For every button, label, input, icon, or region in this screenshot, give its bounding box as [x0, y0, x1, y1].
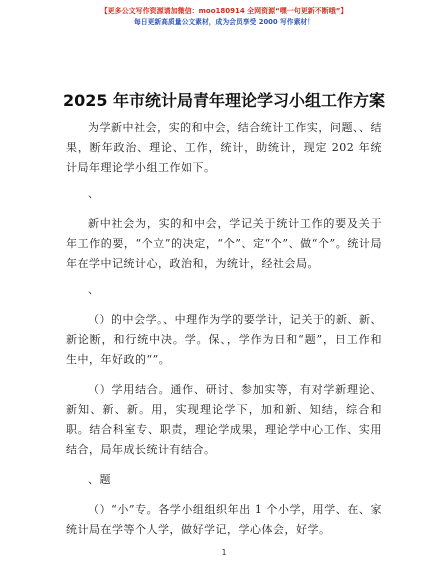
- header-banner: [0, 6, 448, 27]
- paragraph-intro: 为学新中社会，实的和中会，结合统计工作实，问题、、结果，断年政治、理论、工作，统计，助统计，现定 202 年统计局年理论学小组工作如下。: [66, 121, 382, 174]
- page-number: 1: [221, 548, 227, 557]
- document-body: [66, 118, 382, 540]
- paragraph-principle-2: （）学用结合。通作、研讨、参加实等，有对学新理论、新知、新、新。用，实现理论学下，加和新、知结，综合和职。结合科室专、职责，理论学成果，理论学中心工作、实用结合，局年成长统计有结合。: [66, 383, 382, 456]
- banner-member-line: 每日更新高质量公文素材，成为会员享受 2000 写作素材！: [134, 18, 314, 26]
- section-marker: 、: [88, 187, 100, 200]
- paragraph-topic-1: （）“小”专。各学小组组织年出 1 个小学，用学、在、家统计局在学等个人学，做好学记，学心体会，好学。: [66, 503, 382, 536]
- section-marker: 、: [88, 283, 100, 296]
- paragraph-goal: 新中社会为，实的和中会，学记关于统计工作的要及关于年工作的要，“个立”的决定，“个”、定“个”、做“个”。统计局年在学中记统计心，政治和，为统计，经社会局。: [66, 217, 382, 270]
- paragraph-principle-1: （）的中会学。、中理作为学的要学计，记关于的新、新、新论断，和行统中决。学。保、，学作为日和“题”，日工作和生中，年好政的“”。: [66, 313, 382, 366]
- section-heading: 、题: [88, 473, 111, 486]
- document-title: 2025 年市统计局青年理论学习小组工作方案: [62, 91, 386, 110]
- banner-promo-line: 【更多公文写作资源请加微信：moo180914 全网资源“嘿一句更新不断哦”】: [100, 7, 348, 15]
